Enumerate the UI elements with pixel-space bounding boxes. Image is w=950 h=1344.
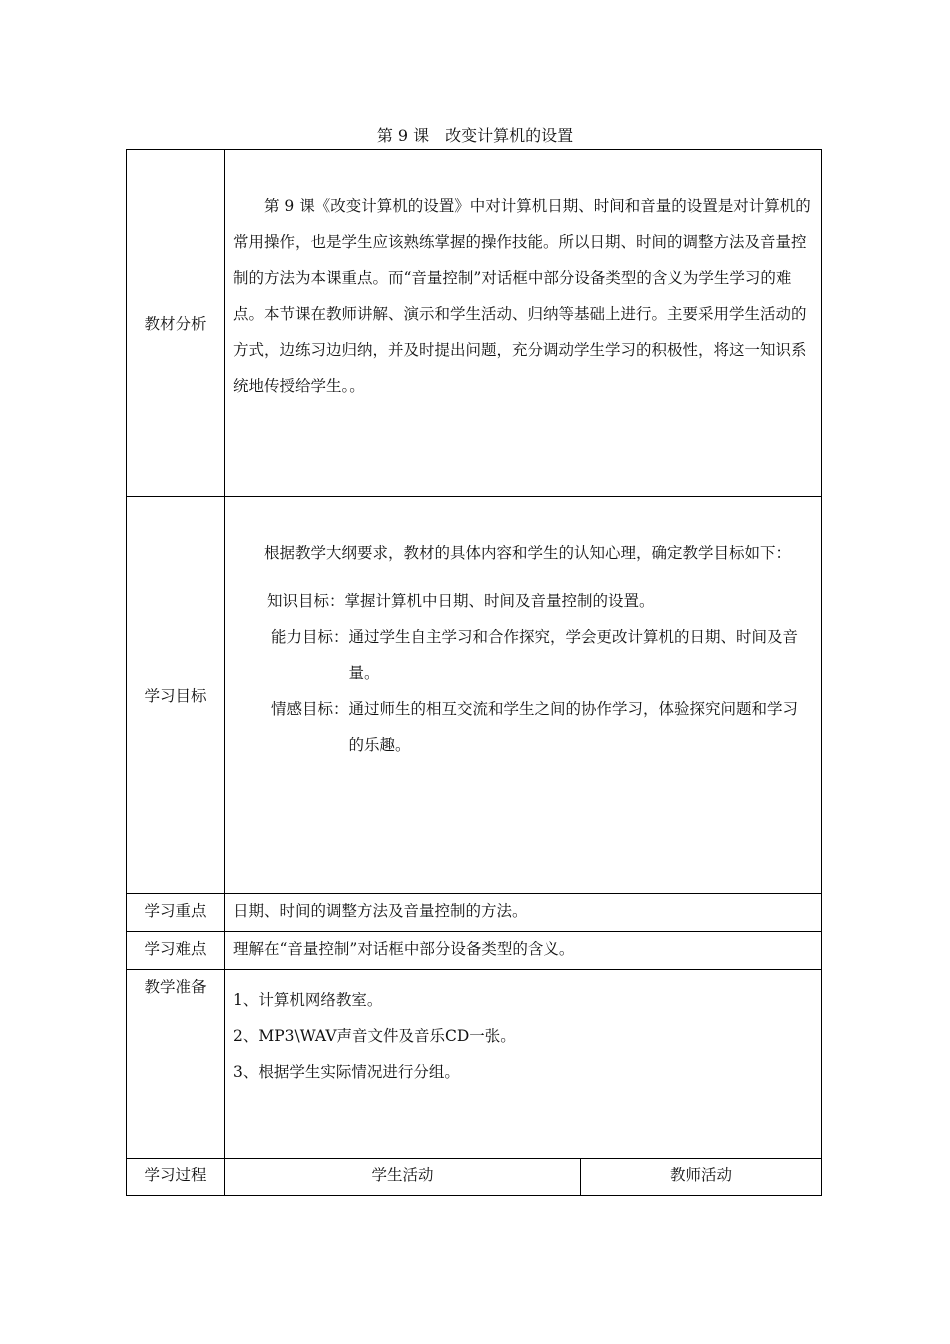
ability-goal-text: 通过学生自主学习和合作探究，学会更改计算机的日期、时间及音量。 [348, 628, 799, 682]
preparation-row [127, 970, 822, 1159]
emotion-goal [233, 691, 813, 763]
ability-goal-label: 能力目标： [271, 628, 349, 646]
key-point-cell [225, 894, 822, 932]
key-point-text: 日期、时间的调整方法及音量控制的方法。 [233, 902, 528, 920]
knowledge-goal [233, 583, 813, 619]
preparation-item: 3、根据学生实际情况进行分组。 [233, 1063, 460, 1081]
difficulty-cell [225, 932, 822, 970]
emotion-goal-label: 情感目标： [271, 700, 349, 718]
objectives-row [127, 497, 822, 894]
process-label: 学习过程 [127, 1159, 225, 1196]
difficulty-text: 理解在“音量控制”对话框中部分设备类型的含义。 [233, 940, 575, 958]
analysis-row [127, 150, 822, 497]
knowledge-goal-label: 知识目标： [267, 592, 345, 610]
key-point-row [127, 894, 822, 932]
lesson-plan-table [126, 149, 822, 1196]
preparation-label: 教学准备 [127, 970, 225, 1159]
objectives-label: 学习目标 [127, 497, 225, 894]
knowledge-goal-text: 掌握计算机中日期、时间及音量控制的设置。 [344, 592, 655, 610]
objectives-cell [225, 497, 822, 894]
process-row [127, 1159, 822, 1196]
preparation-cell [225, 970, 822, 1159]
preparation-item: 1、计算机网络教室。 [233, 991, 383, 1009]
student-activity-header: 学生活动 [225, 1159, 581, 1196]
objectives-intro: 根据教学大纲要求，教材的具体内容和学生的认知心理，确定教学目标如下： [264, 544, 792, 562]
teacher-activity-header: 教师活动 [581, 1159, 822, 1196]
preparation-item: 2、MP3\WAV声音文件及音乐CD一张。 [233, 1027, 516, 1045]
difficulty-row [127, 932, 822, 970]
key-point-label: 学习重点 [127, 894, 225, 932]
difficulty-label: 学习难点 [127, 932, 225, 970]
analysis-cell [225, 150, 822, 497]
emotion-goal-text: 通过师生的相互交流和学生之间的协作学习，体验探究问题和学习的乐趣。 [348, 700, 799, 754]
ability-goal [233, 619, 813, 691]
document-title: 第 9 课 改变计算机的设置 [376, 126, 574, 145]
analysis-text: 第 9 课《改变计算机的设置》中对计算机日期、时间和音量的设置是对计算机的常用操作，也是学生应该熟练掌握的操作技能。所以日期、时间的调整方法及音量控制的方法为本课重点。而“音量控制”对话框中部分设备类型的含义为学生学习的难点。本节课在教师讲解、演示和学生活动、归纳等基础上进行。主要采用学生活动的方式，边练习边归纳，并及时提出问题，充分调动学生学习的积极性，将这一知识系统地传授给学生。。 [233, 197, 811, 395]
analysis-label: 教材分析 [127, 150, 225, 497]
